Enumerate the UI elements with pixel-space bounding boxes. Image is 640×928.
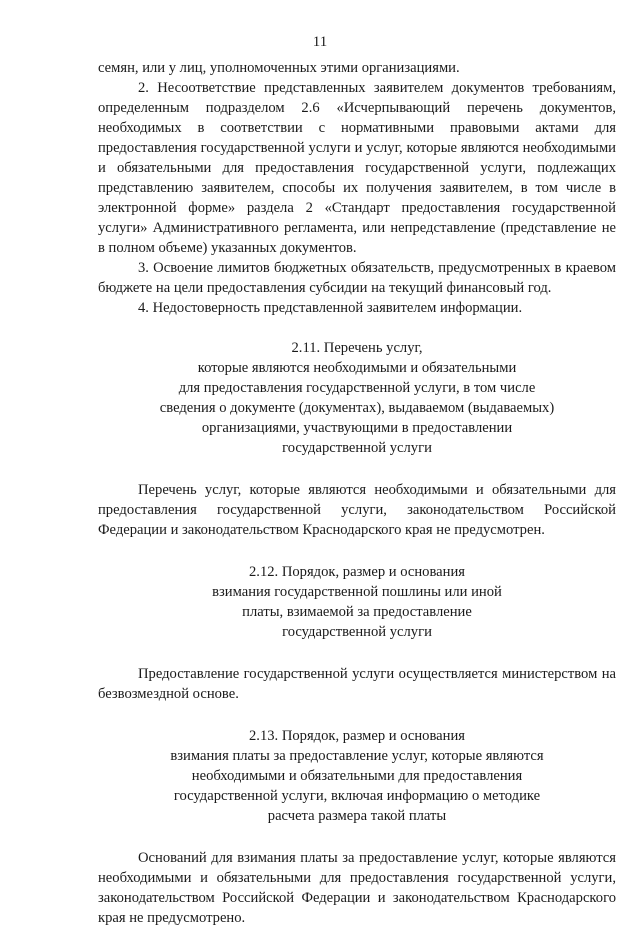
section-heading-2-12: [98, 562, 616, 642]
section-body-2-11: Перечень услуг, которые являются необходимыми и обязательными для предоставления государственной услуги, законодательством Российской Федерации и законодательством Краснодарского края не предусмотрен.: [98, 482, 616, 538]
paragraph-reason-3: 3. Освоение лимитов бюджетных обязательств, предусмотренных в краевом бюджете на цели предоставления субсидии на текущий финансовый год.: [98, 260, 616, 296]
heading-line: государственной услуги: [282, 440, 432, 456]
heading-line: взимания государственной пошлины или иной: [212, 584, 502, 600]
heading-line: расчета размера такой платы: [267, 808, 447, 824]
heading-line: для предоставления государственной услуги, в том числе: [178, 380, 536, 396]
heading-line: платы, взимаемой за предоставление: [242, 604, 472, 620]
heading-line: необходимыми и обязательными для предоставления: [191, 768, 523, 784]
paragraph-reason-2: 2. Несоответствие представленных заявителем документов требованиям, определенным подразделом 2.6 «Исчерпывающий перечень документов, необходимых в соответствии с нормативными правовыми актами для предоставления государственной услуги и услуг, которые являются необходимыми и обязательными для предоставления государственной услуги, подлежащих представлению заявителем, способы их получения заявителем, в том числе в электронной форме» раздела 2 «Стандарт предоставления государственной услуги» Административного регламента, или непредставление (представление не в полном объеме) указанных документов.: [98, 80, 616, 256]
page-number: 11: [312, 34, 328, 50]
document-body: [98, 58, 616, 928]
heading-line: государственной услуги, включая информацию о методике: [173, 788, 541, 804]
section-heading-2-11: [98, 338, 616, 458]
heading-line: государственной услуги: [282, 624, 432, 640]
paragraph-reason-4: 4. Недостоверность представленной заявителем информации.: [138, 300, 523, 316]
paragraph-continuation: семян, или у лиц, уполномоченных этими организациями.: [98, 60, 460, 76]
section-heading-2-13: [98, 726, 616, 826]
section-body-2-13: Оснований для взимания платы за предоставление услуг, которые являются необходимыми и обязательными для предоставления государственной услуги, законодательством Российской Федерации и законодательством Краснодарского края не предусмотрено.: [98, 850, 616, 926]
section-body-2-12: Предоставление государственной услуги осуществляется министерством на безвозмездной основе.: [98, 666, 616, 702]
heading-line: организациями, участвующими в предоставлении: [201, 420, 513, 436]
heading-line: взимания платы за предоставление услуг, которые являются: [170, 748, 544, 764]
heading-line: которые являются необходимыми и обязательными: [197, 360, 517, 376]
heading-line: 2.12. Порядок, размер и основания: [249, 564, 465, 580]
heading-line: 2.11. Перечень услуг,: [291, 340, 423, 356]
heading-line: сведения о документе (документах), выдаваемом (выдаваемых): [159, 400, 555, 416]
heading-line: 2.13. Порядок, размер и основания: [249, 728, 465, 744]
